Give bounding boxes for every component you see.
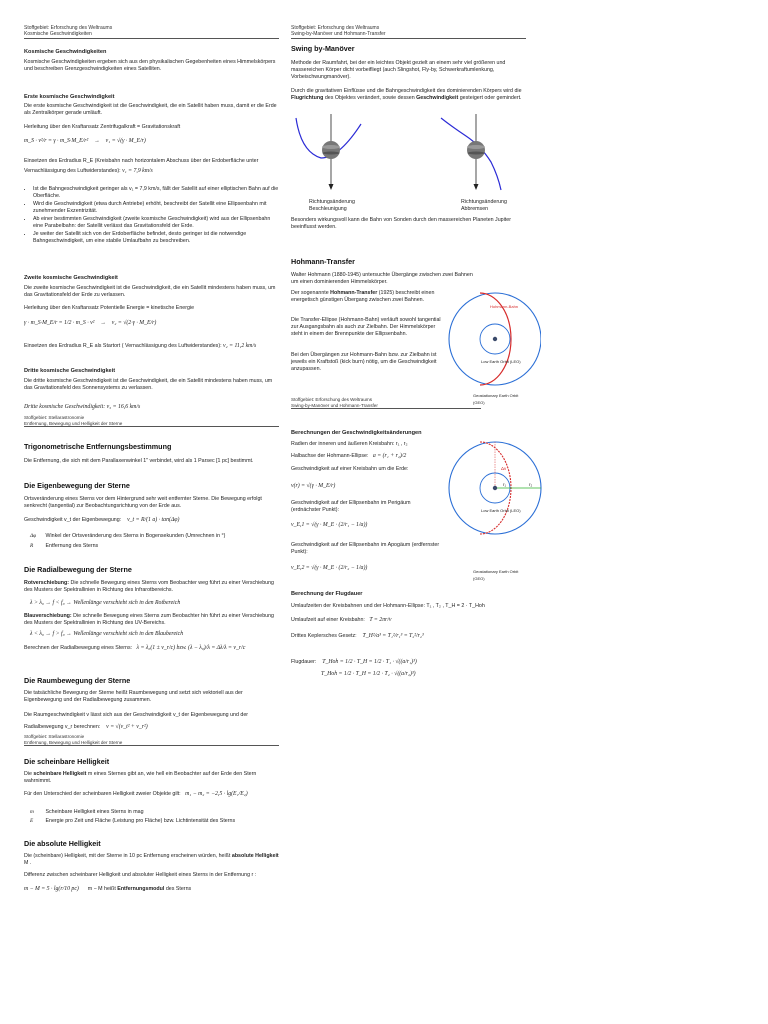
absolut-text-2: Differenz zwischen scheinbarer Helligkeit und absoluter Helligkeit eines Sterns in der Entfernung r :	[24, 872, 257, 878]
diag-dv: Δv	[501, 466, 507, 471]
raum-text-2: Die Raumgeschwindigkeit v lässt sich aus der Geschwindigkeit v_t der Eigenbewegung und der	[24, 712, 249, 718]
schein-formula: m₁ − m₂ = −2,5 · lg(E₁/E₂)	[185, 791, 248, 797]
flug-text-1: Umlaufzeiten der Kreisbahnen und der Hohmann-Ellipse: T₁ , T₂ , T_H = 2 · T_Hoh	[291, 603, 485, 609]
footer-right-line-2: Swing-by-Manöver und Hohmann-Transfer	[291, 402, 378, 408]
schein-text-post: m eines Sternes gibt an, wie hell ein Beobachter auf der Erde den Stern wahrnimmt.	[24, 771, 257, 784]
hohmann-text-4: Bei den Übergängen zur Hohmann-Bahn bzw. zur Zielbahn ist jeweils ein Kraftstoß (kick burn) nötig, um die Geschwindigkeit anzupassen.	[291, 352, 437, 372]
blau-desc: Die schnelle Bewegung eines Sterns zum Beobachter hin führt zu einer Verschiebung des Musters der Spektrallinien in Richtung des UV-Bereichs.	[24, 613, 274, 626]
planet-1	[322, 141, 340, 159]
section-footer-1	[24, 415, 279, 427]
absolut-text-pre: Die (scheinbare) Helligkeit, mit der Sterne in 10 pc Entfernung erscheinen würden, heißt	[24, 853, 232, 859]
formula-1b: v₁ = √(γ · M_E/r)	[105, 138, 146, 144]
rot-label: Rotverschiebung:	[24, 580, 70, 586]
page-header-left	[24, 25, 279, 39]
absolut-text-post: M .	[24, 860, 32, 866]
swing-text-3: Besonders wirkungsvoll kann die Bahn von Sonden durch den massereichen Planeten Jupiter beeinflusst werden.	[291, 217, 511, 230]
raum-formula: v = √(v_t² + v_r²)	[106, 724, 148, 730]
schein-legend-2	[24, 818, 279, 825]
erste-title: Erste kosmische Geschwindigkeit	[24, 94, 115, 100]
section-title-kosmisch: Kosmische Geschwindigkeiten	[24, 49, 107, 55]
hohmann-diagram	[443, 285, 541, 397]
vernach-1-text: Vernachlässigung des Luftwiderstandes):	[24, 168, 121, 174]
dauer-label: Flugdauer:	[291, 659, 317, 665]
footer-2-line-1: Stoffgebiet: Stellarastronomie	[24, 734, 85, 739]
swing-text-2-bold-2: Geschwindigkeit	[416, 95, 459, 101]
section-footer-right-1	[291, 397, 481, 409]
rot-desc: Die schnelle Bewegung eines Sterns vom Beobachter weg führt zu einer Verschiebung des Musters der Spektrallinien in Richtung des Infrarotbereichs.	[24, 580, 274, 593]
umlauf-formula: T = 2πr/v	[369, 617, 392, 623]
erste-text: Die erste kosmische Geschwindigkeit ist die Geschwindigkeit, die ein Satellit haben muss, damit er die Erde als Zentralkörper gerade umläuft.	[24, 103, 277, 116]
diag-r2: r₂	[529, 482, 533, 487]
peri-label: Geschwindigkeit auf der Ellipsenbahn im Perigäum (erdnächster Punkt):	[291, 500, 411, 513]
hohmann-text-2-pre: Der sogenannte	[291, 290, 331, 296]
diag-r1: r₁	[503, 482, 507, 487]
footer-1-line-1: Stoffgebiet: Stellarastronomie	[24, 415, 85, 420]
planet-2	[467, 141, 485, 159]
dauer-row	[291, 659, 536, 666]
zweite-title: Zweite kosmische Geschwindigkeit	[24, 275, 118, 281]
formula-1a: m_S · v²/r = γ · m_S·M_E/r²	[24, 138, 89, 144]
list-item: • Wird die Geschwindigkeit (etwa durch Antriebe) erhöht, beschreibt der Satellit eine Ellipsenbahn mit zunehmender Exzentrizität.	[33, 201, 279, 215]
desc-e: Energie pro Zeit und Fläche (Leistung pro Fläche) bzw. Lichtintensität des Sterns	[45, 818, 236, 824]
page-header-right	[291, 25, 526, 39]
hohmann-text-2-bold: Hohmann-Transfer	[330, 290, 378, 296]
bullet-list-v1	[24, 186, 279, 246]
diag-label-geo: Geostationary Earth Orbit (GEO)	[473, 393, 519, 405]
schein-legend-1	[24, 809, 279, 816]
swing-text-2	[291, 88, 526, 102]
swing-text-2-pre: Durch die gravitativen Einflüsse und die Bahngeschwindigkeit des dominierenden Körpers wird die	[291, 88, 522, 94]
berech-radien: Radien der inneren und äußeren Kreisbahn: r₁ , r₂	[291, 441, 408, 447]
swing-caption-1	[309, 199, 389, 213]
absolut-note-post: des Sterns	[164, 886, 192, 892]
einsetzen-1: Einsetzen des Erdradius R_E (Kreisbahn nach horizontalem Abschuss über der Erdoberfläche unter	[24, 158, 259, 164]
eigen-formula-row	[24, 517, 279, 524]
blau-text	[24, 613, 279, 627]
einsetzen-2	[24, 343, 279, 350]
eigen-title: Die Eigenbewegung der Sterne	[24, 481, 130, 490]
schein-text-pre: Die	[24, 771, 34, 777]
flug-title: Berechnung der Flugdauer	[291, 591, 363, 597]
berech-title: Berechnungen der Geschwindigkeitsänderungen	[291, 430, 422, 436]
raum-title: Die Raumbewegung der Sterne	[24, 676, 131, 685]
list-item: • Ist die Bahngeschwindigkeit geringer als v₁ = 7,9 km/s, fällt der Satellit auf einer elliptischen Bahn auf die Oberfläche.	[33, 186, 279, 200]
kepler-formula: T_H²/a³ = T₁²/r₁³ = T₂²/r₂³	[362, 633, 424, 639]
apo-label: Geschwindigkeit auf der Ellipsenbahn im Apogäum (erdfernster Punkt):	[291, 542, 440, 555]
hohmann-text-3: Die Transfer-Ellipse (Hohmann-Bahn) verläuft sowohl tangential zur Ausgangsbahn als auch zur Zielbahn. Der Himmelskörper steht in einem der Brennpunkte der Ellipsenbahn.	[291, 317, 441, 337]
hohmann-calc-diagram	[443, 432, 543, 542]
umlauf-label: Umlaufzeit auf einer Kreisbahn:	[291, 617, 365, 623]
eigen-legend-2	[24, 543, 279, 550]
trig-title: Trigonometrische Entfernungsbestimmung	[24, 442, 172, 451]
absolut-formula-row	[24, 886, 279, 893]
footer-2-line-2: Entfernung, Bewegung und Helligkeit der Sterne	[24, 739, 123, 745]
footer-1-line-2: Entfernung, Bewegung und Helligkeit der Sterne	[24, 420, 123, 426]
formula-erste: m_S · v²/r = γ · m_S·M_E/r² → v₁ = √(γ · M_E/r)	[24, 138, 146, 144]
schein-formula-row	[24, 791, 279, 798]
dauer-formula-2: T_Hoh = 1/2 · T_H = 1/2 · T₂ · √((a/r₂)³)	[321, 671, 416, 677]
earth-icon	[493, 486, 497, 490]
blau-label: Blauverschiebung:	[24, 613, 72, 619]
vernach-1	[24, 168, 279, 175]
diag-label-leo: Low Earth Orbit (LEO)	[481, 359, 521, 364]
eigen-formula-label: Geschwindigkeit v_t der Eigenbewegung:	[24, 517, 122, 523]
arrow-icon	[474, 184, 479, 190]
header-right-line-1: Stoffgebiet: Erforschung des Weltraums	[291, 25, 380, 31]
footer-right-line-1: Stoffgebiet: Erforschung des Weltraums	[291, 397, 373, 402]
value-v1: v₁ = 7,9 km/s	[122, 168, 153, 174]
kepler-label: Drittes Keplersches Gesetz:	[291, 633, 357, 639]
hohmann-text-1: Walter Hohmann (1880-1945) untersuchte Übergänge zwischen zwei Bahnen um einen dominierenden Himmelskörper.	[291, 272, 473, 285]
schein-text-bold: scheinbare Helligkeit	[33, 771, 87, 777]
blau-formula: λ < λ₀ → f > f₀ → Wellenlänge verschiebt sich in den Blaubereich	[30, 631, 184, 637]
value-v2: v₂ = 11,2 km/s	[223, 343, 257, 349]
eigen-formula: v_t = R/(1 a) · tan(Δφ)	[127, 517, 180, 523]
symbol-delta-phi: Δφ	[30, 533, 37, 539]
einsetzen-2-text: Einsetzen des Erdradius R_E als Startort ( Vernachlässigung des Luftwiderstandes):	[24, 343, 222, 349]
header-right-line-2: Swing-by-Manöver und Hohmann-Transfer	[291, 31, 526, 39]
rot-formula: λ > λ₀ → f < f₀ → Wellenlänge verschiebt sich in den Rotbereich	[30, 600, 181, 606]
apo-formula: v_E,2 = √(γ · M_E · (2/r₂ − 1/a))	[291, 565, 368, 571]
swing-by-diagram	[291, 106, 526, 196]
swing-caption-2	[461, 199, 541, 213]
swing-text-2-bold-1: Flugrichtung	[291, 95, 324, 101]
radial-formula: λ = λ₀(1 ± v_r/c) bzw. (λ − λ₀)/λ = Δλ/λ = v_r/c	[136, 645, 246, 651]
raum-text: Die tatsächliche Bewegung der Sterne heißt Raumbewegung und setzt sich vektoriell aus der Eigenbewegung und der Radialbewegung zusammen.	[24, 690, 243, 703]
absolut-title: Die absolute Helligkeit	[24, 839, 101, 848]
eigen-legend-1	[24, 533, 279, 540]
formula-zweite: γ · m_S·M_E/r = 1/2 · m_S · v² → v₂ = √(2·γ · M_E/r)	[24, 320, 157, 326]
section-footer-2	[24, 734, 279, 746]
absolut-note-pre: m − M heißt	[87, 886, 118, 892]
swing-text-1: Methode der Raumfahrt, bei der ein leichtes Objekt gezielt an einem sehr viel größeren und massereichen Körper dicht vorbeifliegt (auch Slingshot, Fly-by, Schwerkraftumlenkung, Vorbeischwungmanöver).	[291, 60, 506, 80]
hohmann-text-2-post: (1925) beschreibt einen energetisch günstigen Übergang zwischen zwei Bahnen.	[291, 290, 435, 303]
hohmann-text-2	[291, 290, 441, 304]
absolut-formula: m − M = 5 · lg(r/10 pc)	[24, 886, 79, 892]
zweite-text: Die zweite kosmische Geschwindigkeit ist die Geschwindigkeit, die ein Satellit mindestens haben muss, um das Gravitationsfeld der Erde zu verlassen.	[24, 285, 276, 298]
earth-icon	[493, 337, 497, 341]
header-line-2: Kosmische Geschwindigkeiten	[24, 31, 279, 39]
halbachse-formula: a = (r₁ + r₂)/2	[372, 453, 407, 459]
halbachse-label: Halbachse der Hohmann-Ellipse:	[291, 453, 369, 459]
rot-text	[24, 580, 279, 594]
raum-text-3-label: Radialbewegung v_r berechnen:	[24, 724, 101, 730]
trig-text: Die Entfernung, die sich mit dem Parallaxenwinkel 1" verbindet, wird als 1 Parsec [1 pc] bestimmt.	[24, 458, 254, 464]
kreis-formula: v(r) = √(γ · M_E/r)	[291, 483, 336, 489]
swing-text-2-post: gesteigert oder gemindert.	[458, 95, 522, 101]
peri-formula: v_E,1 = √(γ · M_E · (2/r₁ − 1/a))	[291, 522, 368, 528]
symbol-m: m	[30, 809, 34, 815]
kepler-row	[291, 633, 526, 640]
caption-2a: Richtungsänderung	[461, 199, 507, 205]
schein-title: Die scheinbare Helligkeit	[24, 757, 110, 766]
umlauf-row	[291, 617, 526, 624]
raum-text-3	[24, 724, 279, 731]
diag-label-hohmann: Hohmann-Bahn	[490, 304, 519, 309]
schein-formula-label: Für den Unterschied der scheinbaren Helligkeit zweier Objekte gilt:	[24, 791, 181, 797]
kreis-label: Geschwindigkeit auf einer Kreisbahn um die Erde:	[291, 466, 409, 472]
header-line-1: Stoffgebiet: Erforschung des Weltraums	[24, 25, 113, 31]
swing-text-2-mid: des Objektes verändert, sowie dessen	[323, 95, 417, 101]
desc-r: Entfernung des Sterns	[45, 543, 99, 549]
list-item: • Je weiter der Satellit sich von der Erdoberfläche befindet, desto geringer ist die notwendige Bahngeschwindigkeit, um eine stabile Umlaufbahn zu beschreiben.	[33, 231, 279, 245]
absolut-note-bold: Entfernungsmodul	[117, 886, 165, 892]
dritte-value: Dritte kosmische Geschwindigkeit: v₃ = 16,6 km/s	[24, 404, 141, 410]
caption-1b: Beschleunigung	[309, 206, 347, 212]
arrow-icon	[329, 184, 334, 190]
schein-text	[24, 771, 279, 785]
diag-label-leo-2: Low Earth Orbit (LEO)	[481, 508, 521, 513]
eigen-text: Ortsveränderung eines Sterns vor dem Hintergrund sehr weit entfernter Sterne. Die Bewegung erfolgt senkrecht (tangential) zur Beobachtungsrichtung von der Erde aus.	[24, 496, 262, 509]
absolut-text	[24, 853, 279, 867]
dritte-text: Die dritte kosmische Geschwindigkeit ist die Geschwindigkeit, die ein Satellit mindestens haben muss, um das Gravitationsfeld des Sonnensystems zu verlassen.	[24, 378, 273, 391]
radial-title: Die Radialbewegung der Sterne	[24, 565, 132, 574]
absolut-text-bold: absolute Helligkeit	[231, 853, 279, 859]
desc-m: Scheinbare Helligkeit eines Sterns in mag	[45, 809, 144, 815]
hohmann-title: Hohmann-Transfer	[291, 257, 355, 266]
caption-1a: Richtungsänderung	[309, 199, 355, 205]
radial-formula-row	[24, 645, 279, 652]
radial-formula-label: Berechnen der Radialbewegung eines Sterns:	[24, 645, 133, 651]
desc-delta-phi: Winkel der Ortsveränderung des Sterns in Bogensekunden (Umrechnen in °)	[45, 533, 226, 539]
symbol-e: E	[30, 818, 34, 824]
formula-2b: v₂ = √(2·γ · M_E/r)	[111, 320, 157, 326]
symbol-r: R	[30, 543, 34, 549]
dauer-formula-1: T_Hoh = 1/2 · T_H = 1/2 · T₁ · √((a/r₁)³)	[322, 659, 417, 665]
dritte-title: Dritte kosmische Geschwindigkeit	[24, 368, 116, 374]
herleitung-1: Herleitung über den Kraftansatz Zentrifugalkraft = Gravitationskraft	[24, 124, 181, 130]
caption-2b: Abbremsen	[461, 206, 489, 212]
list-item: • Ab einer bestimmten Geschwindigkeit (zweite kosmische Geschwindigkeit) wird aus der Ellipsenbahn eine Parabelbahn: der Satellit verlässt das Gravitationsfeld der Erde.	[33, 216, 279, 230]
diag-label-geo-2: Geostationary Earth Orbit (GEO)	[473, 569, 519, 581]
swing-title: Swing by-Manöver	[291, 44, 355, 53]
herleitung-2: Herleitung über den Kraftansatz Potentielle Energie = kinetische Energie	[24, 305, 195, 311]
absolut-note	[88, 886, 191, 892]
kosmisch-intro: Kosmische Geschwindigkeiten ergeben sich aus den physikalischen Gegebenheiten eines Himmelskörpers und beschreiben Grenzgeschwindigkeiten eines Satelliten.	[24, 59, 276, 72]
formula-2a: γ · m_S·M_E/r = 1/2 · m_S · v²	[24, 320, 95, 326]
